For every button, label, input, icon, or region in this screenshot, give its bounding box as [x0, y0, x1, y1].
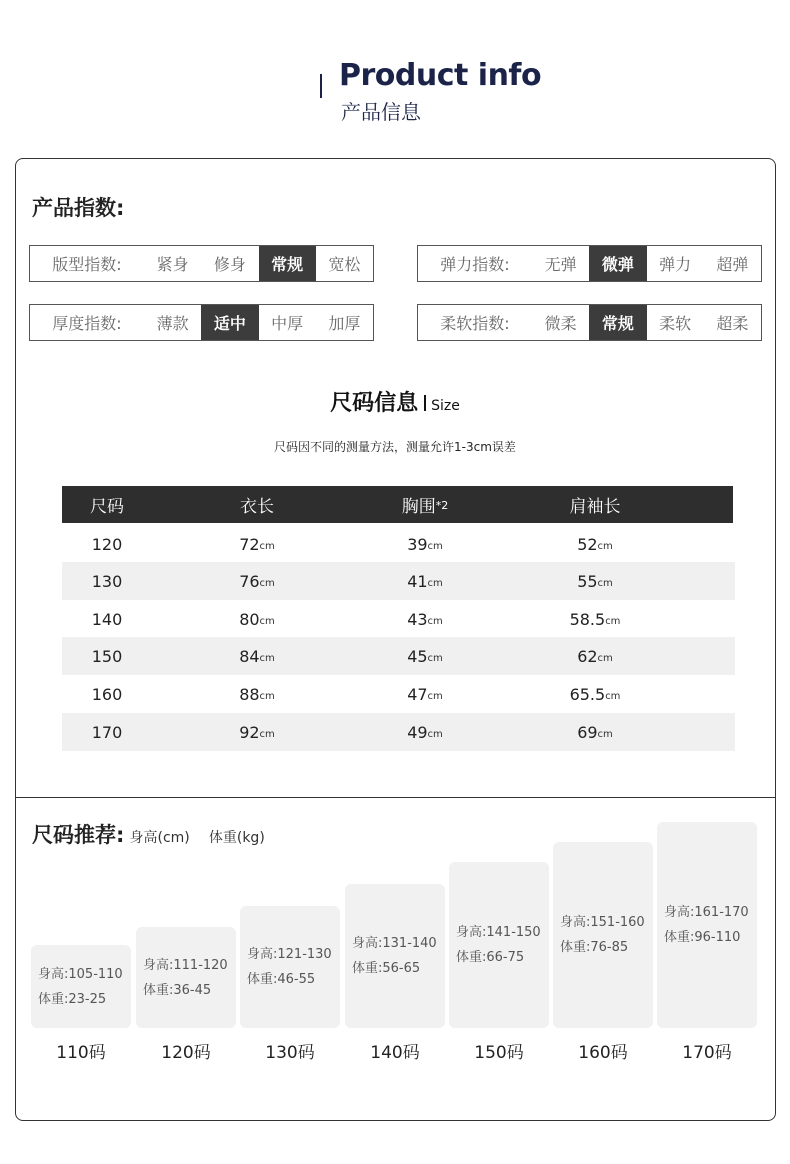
- cell-value: 52: [577, 534, 598, 554]
- table-cell: [550, 675, 640, 713]
- table-cell: [212, 637, 302, 675]
- cell-unit: cm: [427, 577, 443, 589]
- table-cell: [62, 562, 152, 600]
- card-weight: 体重:96-110: [664, 930, 741, 945]
- cell-value: 120: [91, 534, 123, 554]
- cell-value: 150: [91, 646, 123, 666]
- cell-value: 65.5: [569, 684, 606, 704]
- recommend-title-text: 尺码推荐:: [32, 823, 125, 847]
- recommend-card: [240, 906, 340, 1028]
- cell-unit: cm: [597, 652, 613, 664]
- col-size: 尺码: [90, 497, 124, 517]
- recommend-card: [345, 884, 445, 1028]
- index-option: 超弹: [716, 255, 749, 274]
- index-label: 版型指数:: [52, 255, 122, 274]
- title-separator: [424, 395, 426, 411]
- cell-value: 80: [239, 609, 260, 629]
- cell-value: 58.5: [569, 609, 606, 629]
- weight-label: 体重(kg): [208, 830, 265, 846]
- cell-unit: cm: [427, 690, 443, 702]
- table-cell: [212, 562, 302, 600]
- size-code: 170码: [682, 1043, 732, 1063]
- cell-value: 160: [91, 684, 123, 704]
- cell-unit: cm: [427, 615, 443, 627]
- index-label: 厚度指数:: [52, 314, 122, 333]
- col-chest-label: 胸围: [401, 497, 436, 517]
- cell-unit: cm: [259, 690, 275, 702]
- cell-unit: cm: [597, 540, 613, 552]
- card-height: 身高:151-160: [560, 915, 645, 930]
- table-row: [62, 600, 735, 638]
- card-weight: 体重:46-55: [247, 972, 316, 987]
- cell-value: 45: [407, 646, 428, 666]
- fit-index: [29, 245, 374, 282]
- cell-unit: cm: [427, 652, 443, 664]
- index-option: 柔软: [659, 314, 692, 333]
- table-cell: [62, 713, 152, 751]
- cell-unit: cm: [597, 728, 613, 740]
- index-option: 常规: [589, 305, 646, 340]
- card-weight: 体重:36-45: [143, 982, 212, 998]
- index-option: 无弹: [544, 255, 577, 274]
- header-accent-bar: [320, 74, 322, 98]
- indices-section-title: 产品指数:: [32, 196, 125, 220]
- size-info-title-en: Size: [431, 398, 460, 414]
- cell-value: 76: [239, 571, 260, 591]
- size-code: 130码: [265, 1043, 315, 1063]
- card-height: 身高:141-150: [456, 925, 541, 940]
- size-table-header: [62, 486, 733, 523]
- table-cell: [212, 713, 302, 751]
- card-weight: 体重:66-75: [456, 950, 525, 965]
- index-option: 常规: [259, 246, 316, 281]
- table-cell: [380, 562, 470, 600]
- cell-value: 55: [577, 571, 598, 591]
- cell-value: 41: [407, 571, 428, 591]
- cell-value: 72: [239, 534, 260, 554]
- table-cell: [550, 525, 640, 563]
- card-height: 身高:111-120: [143, 957, 228, 973]
- index-option: 超柔: [716, 314, 749, 333]
- cell-value: 84: [239, 646, 260, 666]
- table-cell: [62, 675, 152, 713]
- table-cell: [62, 525, 152, 563]
- cell-unit: cm: [427, 728, 443, 740]
- cell-unit: cm: [605, 690, 621, 702]
- size-code: 150码: [474, 1043, 524, 1063]
- cell-value: 130: [91, 571, 123, 591]
- table-cell: [380, 637, 470, 675]
- cell-value: 170: [91, 722, 123, 742]
- index-option: 适中: [201, 305, 258, 340]
- table-cell: [550, 637, 640, 675]
- card-height: 身高:105-110: [38, 966, 123, 982]
- cell-value: 43: [407, 609, 428, 629]
- cell-unit: cm: [259, 652, 275, 664]
- col-chest: [380, 486, 470, 523]
- size-code: 120码: [161, 1043, 211, 1063]
- table-cell: [212, 600, 302, 638]
- size-info-title: [0, 386, 790, 417]
- index-option: 微弹: [589, 246, 646, 281]
- table-cell: [550, 713, 640, 751]
- table-cell: [380, 525, 470, 563]
- cell-value: 47: [407, 684, 428, 704]
- card-height: 身高:121-130: [247, 947, 332, 962]
- cell-unit: cm: [427, 540, 443, 552]
- cell-value: 69: [577, 722, 598, 742]
- card-weight: 体重:56-65: [352, 961, 421, 976]
- cell-value: 62: [577, 646, 598, 666]
- recommend-card: [449, 862, 549, 1028]
- card-weight: 体重:76-85: [560, 940, 629, 955]
- recommend-card: [31, 945, 131, 1028]
- cell-unit: cm: [259, 728, 275, 740]
- index-option: 修身: [213, 255, 246, 274]
- table-cell: [62, 637, 152, 675]
- table-cell: [380, 713, 470, 751]
- section-divider: [15, 797, 776, 798]
- size-note: 尺码因不同的测量方法，测量允许1-3cm误差: [274, 440, 516, 454]
- index-option: 紧身: [156, 255, 189, 274]
- index-option: 弹力: [659, 255, 692, 274]
- cell-unit: cm: [259, 577, 275, 589]
- cell-unit: cm: [597, 577, 613, 589]
- cell-unit: cm: [259, 540, 275, 552]
- size-code: 160码: [578, 1043, 628, 1063]
- size-info-title-cn: 尺码信息: [330, 391, 419, 416]
- page-subtitle: 产品信息: [341, 100, 421, 124]
- index-option: 加厚: [328, 314, 361, 333]
- recommend-card: [657, 822, 757, 1028]
- cell-value: 39: [407, 534, 428, 554]
- index-label: 弹力指数:: [440, 255, 510, 274]
- size-code: 110码: [56, 1043, 106, 1063]
- thickness-index: [29, 304, 374, 341]
- softness-index: [417, 304, 762, 341]
- index-option: 微柔: [544, 314, 577, 333]
- card-weight: 体重:23-25: [38, 991, 107, 1007]
- table-cell: [550, 600, 640, 638]
- table-row: [62, 525, 735, 563]
- table-row: [62, 675, 735, 713]
- table-cell: [212, 675, 302, 713]
- cell-value: 88: [239, 684, 260, 704]
- cell-unit: cm: [259, 615, 275, 627]
- cell-value: 92: [239, 722, 260, 742]
- recommend-card: [553, 842, 653, 1028]
- col-sleeve: 肩袖长: [569, 497, 621, 517]
- col-length: 衣长: [240, 497, 274, 517]
- table-cell: [380, 600, 470, 638]
- table-row: [62, 562, 735, 600]
- cell-value: 140: [91, 609, 123, 629]
- index-option: 薄款: [156, 314, 189, 333]
- height-label: 身高(cm): [129, 830, 190, 846]
- recommend-title: [32, 819, 265, 849]
- recommend-card: [136, 927, 236, 1028]
- table-cell: [380, 675, 470, 713]
- table-row: [62, 637, 735, 675]
- table-cell: [550, 562, 640, 600]
- card-height: 身高:161-170: [664, 905, 749, 920]
- table-row: [62, 713, 735, 751]
- table-cell: [62, 600, 152, 638]
- page-title: Product info: [339, 58, 542, 93]
- index-option: 中厚: [271, 314, 304, 333]
- size-code: 140码: [370, 1043, 420, 1063]
- elasticity-index: [417, 245, 762, 282]
- cell-value: 49: [407, 722, 428, 742]
- table-cell: [212, 525, 302, 563]
- index-option: 宽松: [328, 255, 361, 274]
- card-height: 身高:131-140: [352, 936, 437, 951]
- col-chest-suffix: *2: [435, 499, 449, 512]
- cell-unit: cm: [605, 615, 621, 627]
- index-label: 柔软指数:: [440, 314, 510, 333]
